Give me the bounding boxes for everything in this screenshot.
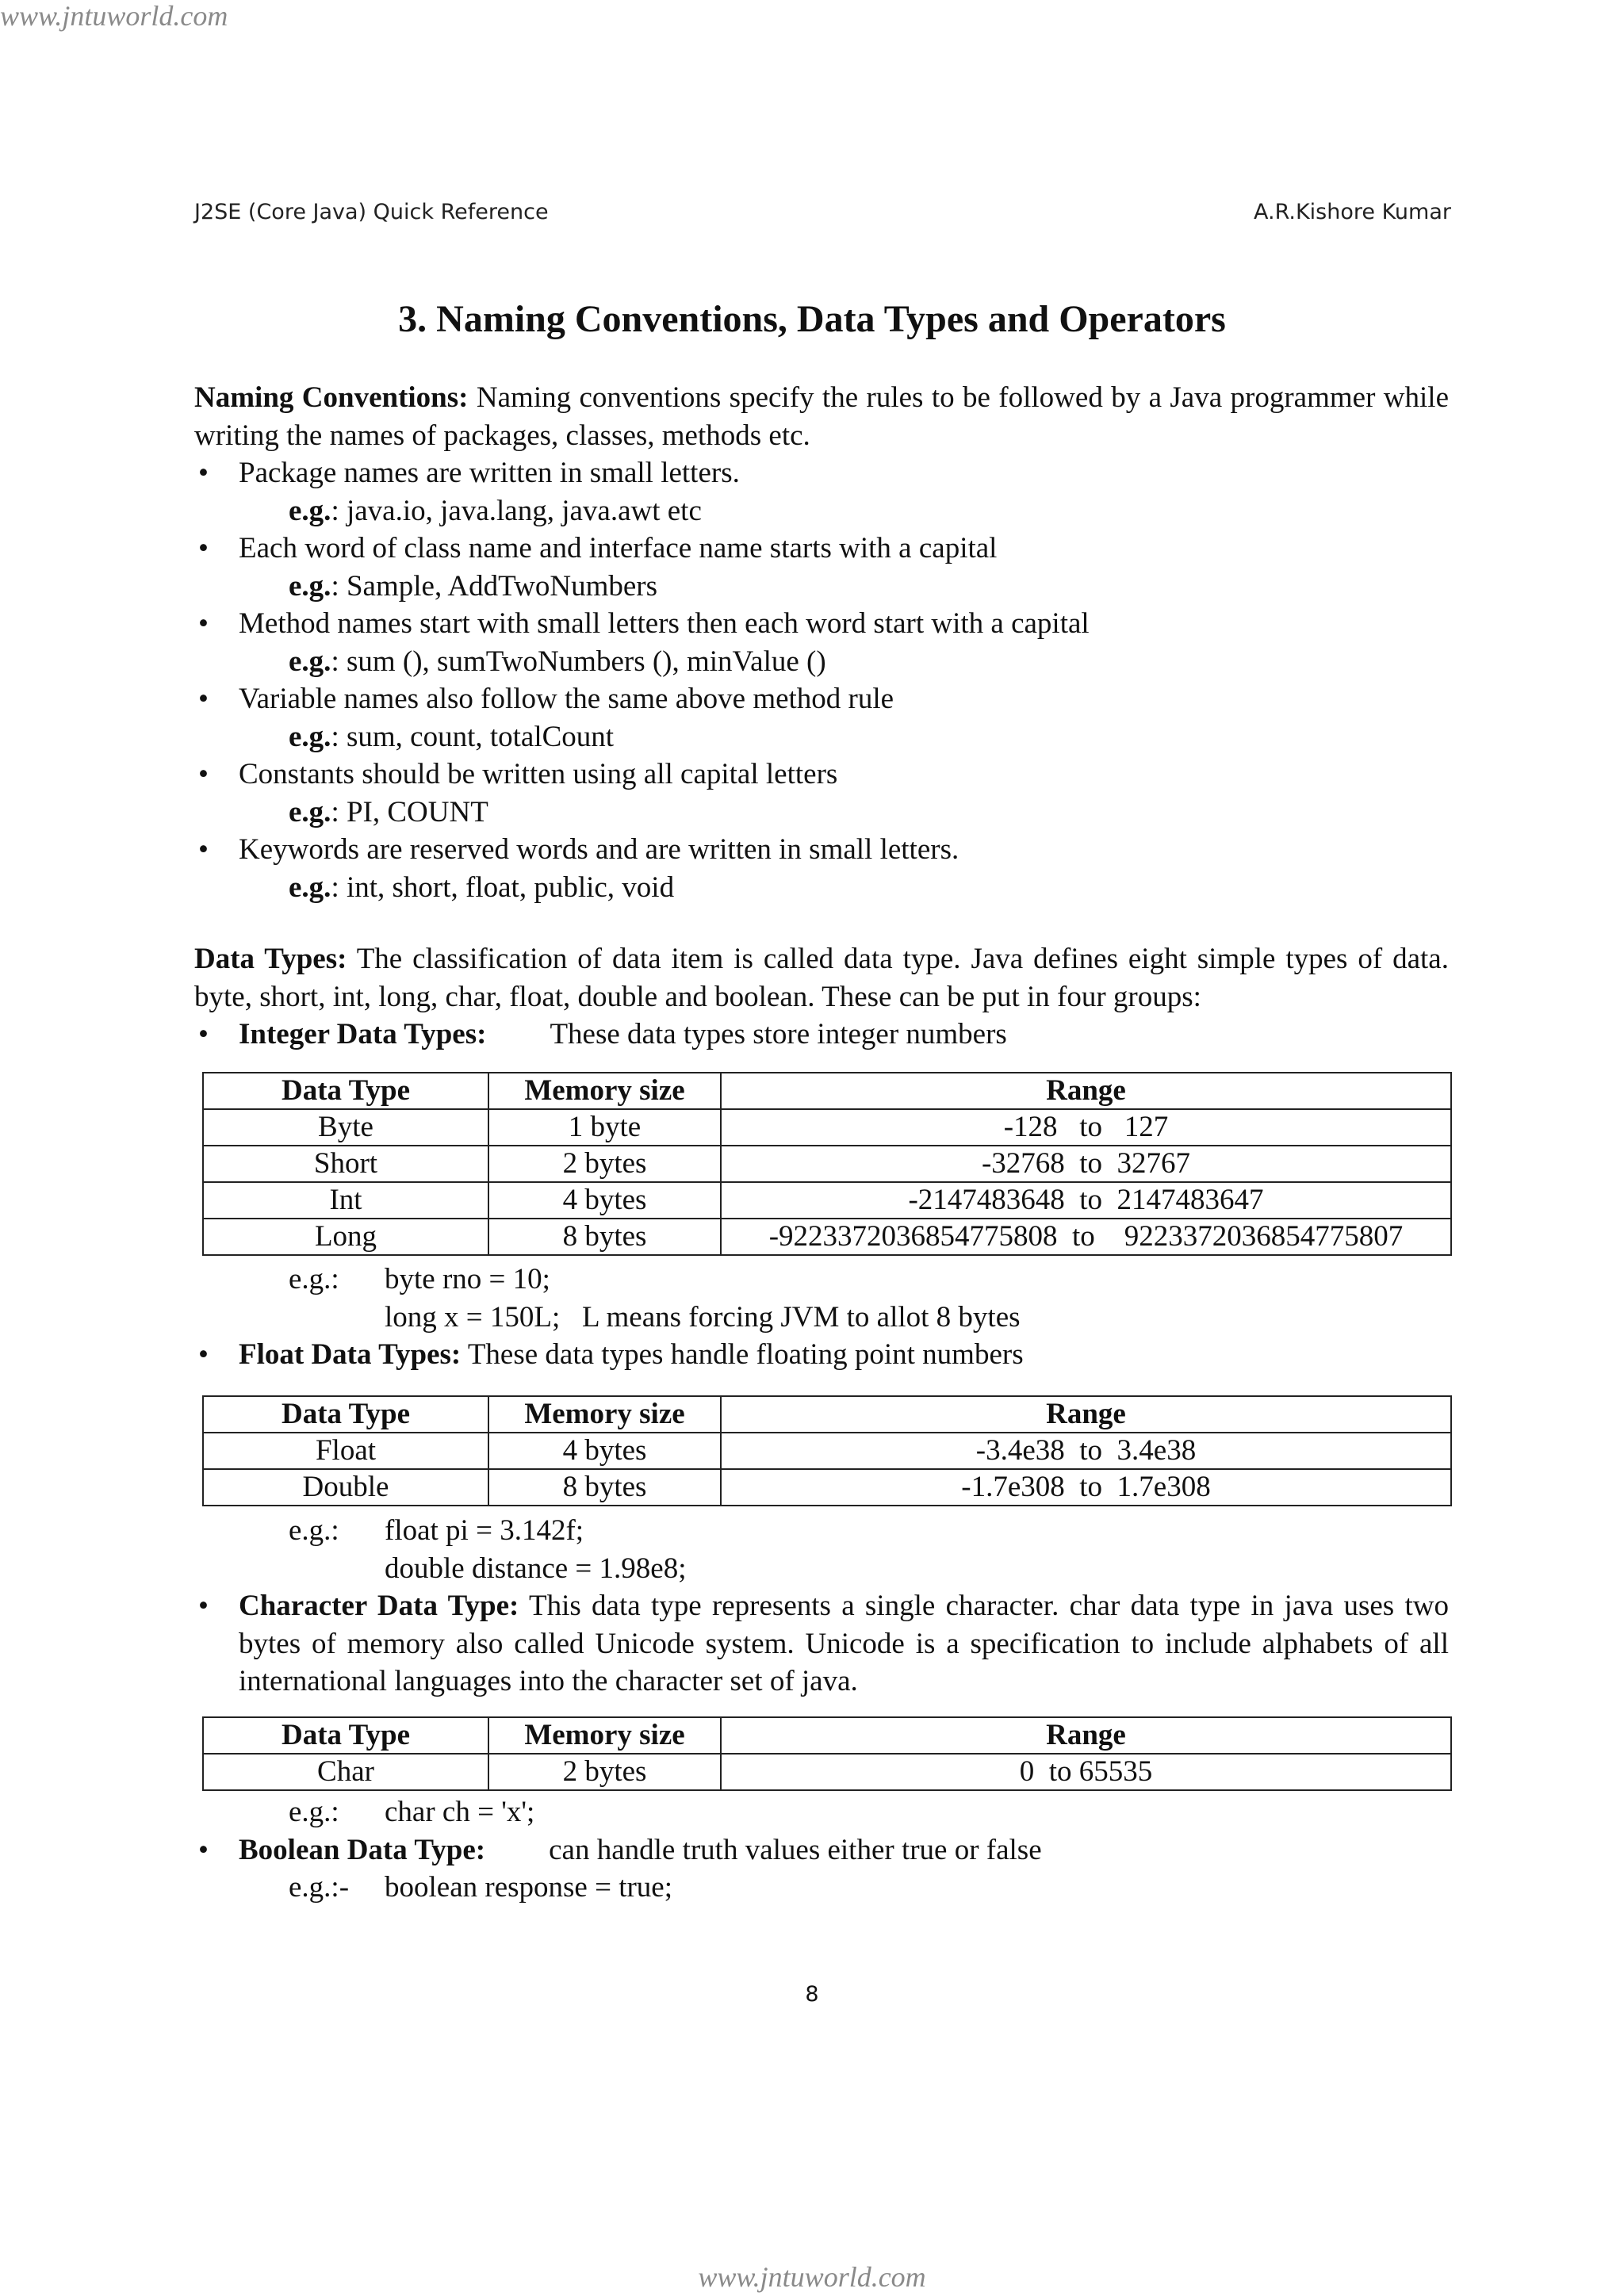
bullet-icon: • [198, 532, 209, 564]
char-label: Character Data Type: [239, 1590, 519, 1622]
naming-section [194, 379, 1449, 906]
header-data-type: Data Type [203, 1073, 488, 1109]
naming-item-text: Constants should be written using all capital letters [239, 758, 838, 790]
header-memory-size: Memory size [488, 1073, 721, 1109]
integer-types-heading [194, 1016, 1449, 1054]
char-types-heading [194, 1587, 1449, 1701]
cell-type: Byte [203, 1109, 488, 1146]
cell-type: Double [203, 1469, 488, 1506]
table-row [203, 1219, 1451, 1255]
cell-size: 8 bytes [488, 1219, 721, 1255]
naming-item [194, 831, 1449, 869]
datatypes-intro-text: The classification of data item is called data type. Java defines eight simple types of data. byte, short, int, long, char, float, double and boolean. These can be put in four groups: [194, 943, 1449, 1013]
float-example-line1 [194, 1512, 1449, 1550]
datatypes-section [194, 940, 1449, 1054]
datatypes-label: Data Types: [194, 943, 347, 975]
eg-label: e.g. [289, 795, 331, 828]
cell-range: -2147483648 to 2147483647 [721, 1182, 1451, 1219]
eg-text: : int, short, float, public, void [331, 871, 675, 904]
table-header-row [203, 1073, 1451, 1109]
naming-item-text: Each word of class name and interface name starts with a capital [239, 532, 998, 564]
header-range: Range [721, 1717, 1451, 1754]
cell-range: -9223372036854775808 to 9223372036854775807 [721, 1219, 1451, 1255]
float-types-table [202, 1395, 1452, 1506]
naming-item-text: Variable names also follow the same above method rule [239, 683, 894, 715]
float-label: Float Data Types: [239, 1338, 462, 1371]
eg-text: : Sample, AddTwoNumbers [331, 569, 658, 603]
bullet-icon: • [198, 1338, 209, 1371]
eg-label: e.g. [289, 569, 331, 603]
naming-item [194, 680, 1449, 718]
cell-range: 0 to 65535 [721, 1754, 1451, 1790]
eg-text: boolean response = true; [385, 1871, 673, 1904]
naming-item [194, 454, 1449, 492]
boolean-desc: can handle truth values either true or false [549, 1833, 1042, 1866]
cell-range: -1.7e308 to 1.7e308 [721, 1469, 1451, 1506]
eg-label: e.g. [289, 494, 331, 527]
datatypes-intro-paragraph [194, 940, 1449, 1016]
table-row [203, 1182, 1451, 1219]
eg-label: e.g.: [289, 1263, 339, 1295]
cell-type: Float [203, 1433, 488, 1469]
eg-text: char ch = 'x'; [385, 1796, 535, 1828]
page-number: 8 [805, 1982, 819, 2007]
naming-item-example [194, 718, 1449, 756]
eg-label: e.g. [289, 871, 331, 904]
float-types-heading [194, 1336, 1449, 1374]
char-desc: This data type represents a single character. char data type in java uses two bytes of memory also called Unicode system. Unicode is a specification to include alphabets of all international languages into the character set of java. [239, 1590, 1449, 1697]
cell-size: 4 bytes [488, 1182, 721, 1219]
bullet-icon: • [198, 607, 209, 640]
naming-item-example [194, 643, 1449, 681]
float-example-line2: double distance = 1.98e8; [385, 1552, 687, 1585]
cell-size: 1 byte [488, 1109, 721, 1146]
header-memory-size: Memory size [488, 1396, 721, 1433]
naming-item-example [194, 794, 1449, 832]
cell-type: Char [203, 1754, 488, 1790]
boolean-example-line1 [194, 1869, 1449, 1907]
naming-label: Naming Conventions: [194, 381, 469, 414]
integer-label: Integer Data Types: [239, 1018, 487, 1050]
naming-intro-paragraph [194, 379, 1449, 454]
bullet-icon: • [198, 1018, 209, 1050]
table-header-row [203, 1396, 1451, 1433]
bullet-icon: • [198, 758, 209, 790]
eg-text: : sum (), sumTwoNumbers (), minValue () [331, 645, 826, 678]
eg-text: float pi = 3.142f; [385, 1514, 584, 1547]
cell-size: 8 bytes [488, 1469, 721, 1506]
page-title: 3. Naming Conventions, Data Types and Operators [398, 298, 1226, 340]
table-row [203, 1469, 1451, 1506]
table-header-row [203, 1717, 1451, 1754]
header-range: Range [721, 1073, 1451, 1109]
eg-label: e.g.: [289, 1514, 339, 1547]
header-right: A.R.Kishore Kumar [1254, 200, 1451, 224]
naming-item-text: Method names start with small letters then each word start with a capital [239, 607, 1090, 640]
watermark-top: www.jntuworld.com [0, 0, 228, 32]
naming-item [194, 605, 1449, 643]
header-data-type: Data Type [203, 1396, 488, 1433]
naming-item [194, 756, 1449, 794]
boolean-types-heading [194, 1831, 1449, 1869]
integer-example-line1 [194, 1261, 1449, 1299]
cell-size: 2 bytes [488, 1754, 721, 1790]
bullet-icon: • [198, 1590, 209, 1622]
table-row [203, 1109, 1451, 1146]
eg-label: e.g. [289, 645, 331, 678]
header-memory-size: Memory size [488, 1717, 721, 1754]
table-row [203, 1146, 1451, 1182]
eg-label: e.g. [289, 720, 331, 753]
table-row [203, 1754, 1451, 1790]
naming-item-text: Keywords are reserved words and are written in small letters. [239, 833, 959, 866]
cell-range: -128 to 127 [721, 1109, 1451, 1146]
char-types-table [202, 1716, 1452, 1791]
header-left: J2SE (Core Java) Quick Reference [194, 200, 549, 224]
float-example-block [194, 1512, 1449, 1701]
bullet-icon: • [198, 1833, 209, 1866]
integer-types-table [202, 1072, 1452, 1256]
char-example-block [194, 1793, 1449, 1907]
integer-example-line2: long x = 150L; L means forcing JVM to allot 8 bytes [385, 1300, 1021, 1334]
naming-item-example [194, 869, 1449, 907]
eg-label: e.g.:- [289, 1871, 350, 1904]
eg-text: : java.io, java.lang, java.awt etc [331, 494, 702, 527]
eg-label: e.g.: [289, 1796, 339, 1828]
eg-text: byte rno = 10; [385, 1263, 550, 1295]
cell-type: Int [203, 1182, 488, 1219]
cell-size: 4 bytes [488, 1433, 721, 1469]
cell-type: Long [203, 1219, 488, 1255]
naming-item [194, 530, 1449, 568]
naming-intro-text: Naming conventions specify the rules to be followed by a Java programmer while writing the names of packages, classes, methods etc. [194, 381, 1450, 452]
cell-size: 2 bytes [488, 1146, 721, 1182]
header-data-type: Data Type [203, 1717, 488, 1754]
table-row [203, 1433, 1451, 1469]
cell-range: -3.4e38 to 3.4e38 [721, 1433, 1451, 1469]
integer-desc: These data types store integer numbers [550, 1018, 1007, 1050]
eg-text: : sum, count, totalCount [331, 720, 615, 753]
naming-item-example [194, 568, 1449, 606]
float-desc: These data types handle floating point numbers [467, 1338, 1024, 1371]
cell-range: -32768 to 32767 [721, 1146, 1451, 1182]
bullet-icon: • [198, 683, 209, 715]
bullet-icon: • [198, 457, 209, 489]
boolean-label: Boolean Data Type: [239, 1833, 486, 1866]
naming-item-text: Package names are written in small letters. [239, 457, 740, 489]
bullet-icon: • [198, 833, 209, 866]
integer-example-block [194, 1261, 1449, 1374]
naming-item-example [194, 492, 1449, 530]
cell-type: Short [203, 1146, 488, 1182]
watermark-bottom: www.jntuworld.com [698, 2261, 926, 2293]
char-example-line1 [194, 1793, 1449, 1831]
eg-text: : PI, COUNT [331, 795, 488, 828]
header-range: Range [721, 1396, 1451, 1433]
